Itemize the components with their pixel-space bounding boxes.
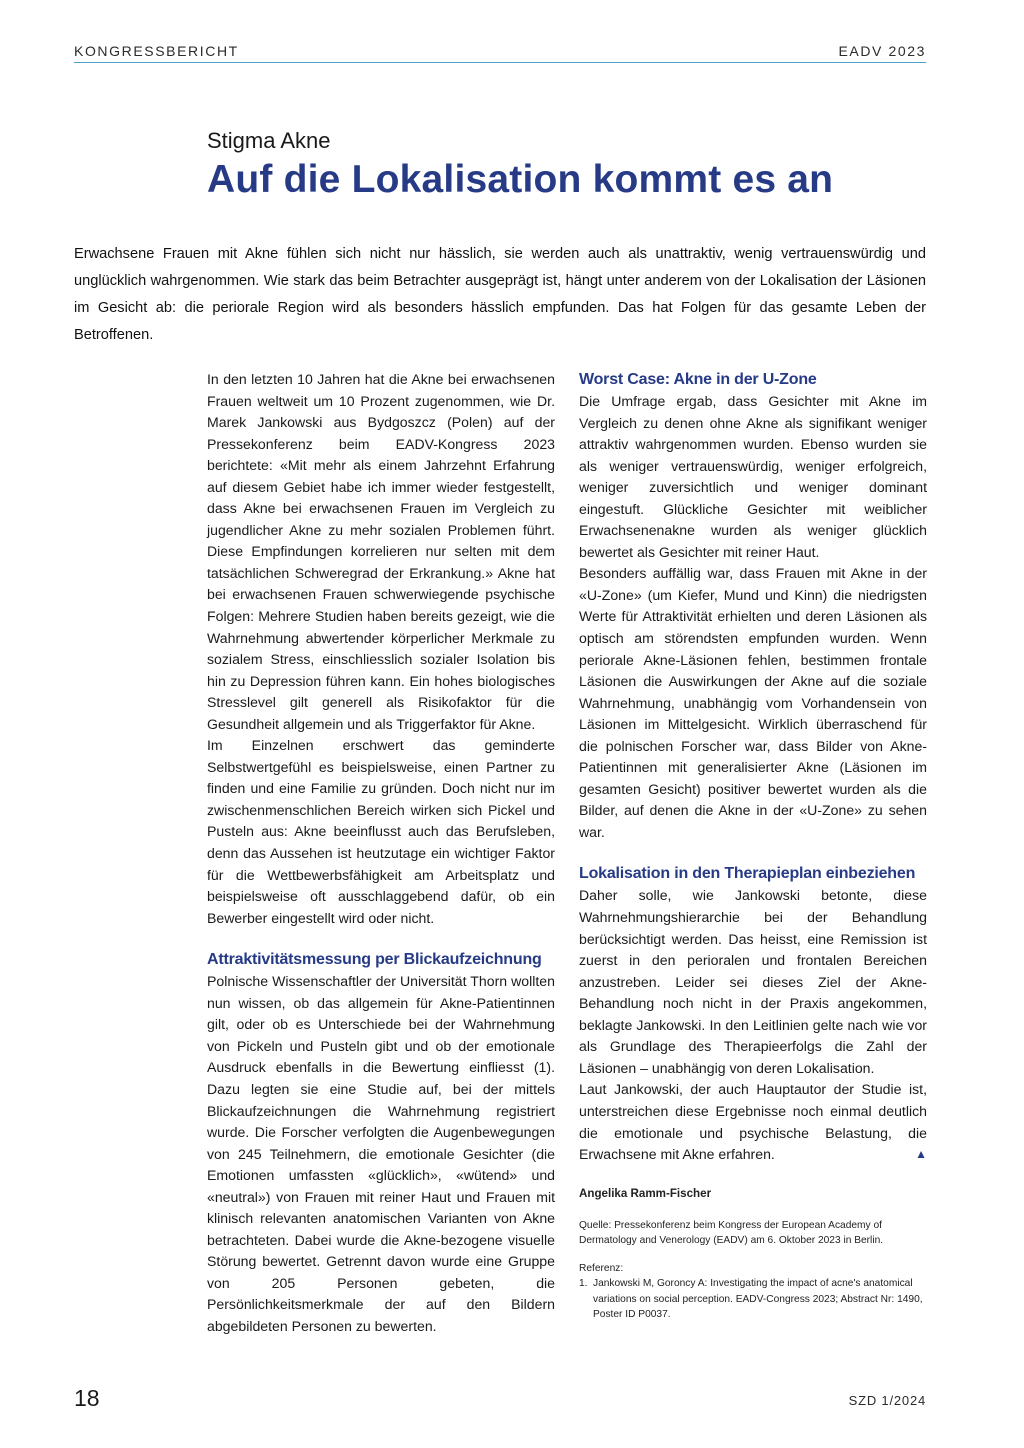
body-paragraph: Polnische Wissenschaftler der Universität Thorn wollten nun wissen, ob das allgemein für Akne-Patientinnen gilt, oder ob es Unterschiede bei der Wahrnehmung von Pickeln und Pusteln gibt und ob der emotionale Ausdruck ebenfalls in die Bewertung einfliesst (1). Dazu legten sie eine Studie auf, bei der mittels Blickaufzeichnungen die Wahrnehmung registriert wurde. Die Forscher verfolgten die Augenbewegungen von 245 Teilnehmern, die emotionale Gesichter (die Emotionen umfassten «glücklich», «wütend» und «neutral») von Frauen mit reiner Haut und Frauen mit klinisch relevanten anatomischen Varianten von Akne betrachteten. Dabei wurde die Akne-bezogene visuelle Störung bewertet. Getrennt davon wurde eine Gruppe von 205 Personen gebeten, die Persönlichkeitsmerkmale der auf den Bildern abgebildeten Personen zu bewerten. (207, 973, 555, 1334)
subheading-therapy-plan: Lokalisation in den Therapieplan einbeziehen (579, 865, 916, 883)
article-lead: Erwachsene Frauen mit Akne fühlen sich nicht nur hässlich, sie werden auch als unattraktiv, wenig vertrauenswürdig und unglücklich wahrgenommen. Wie stark das beim Betrachter ausgeprägt ist, hängt unter anderem von der Lokalisation der Läsionen im Gesicht ab: die periorale Region wird als besonders hässlich empfunden. Das hat Folgen für das gesamte Leben der Betroffenen. (74, 246, 926, 343)
body-paragraph: Im Einzelnen erschwert das geminderte Selbstwertgefühl es beispielsweise, einen Partner zu finden und eine Familie zu gründen. Doch nicht nur im zwischenmenschlichen Bereich wirken sich Pickel und Pusteln aus: Akne beeinflusst auch das Berufsleben, denn das Aussehen ist heutzutage ein wichtiger Faktor für die Wettbewerbsfähigkeit am Arbeitsplatz und beispielsweise oft ausschlaggebend dafür, ob ein Bewerber eingestellt wird oder nicht. (207, 737, 555, 926)
reference-item (579, 1276, 927, 1323)
source-note: Quelle: Pressekonferenz beim Kongress der European Academy of Dermatology and Venerology (EADV) am 6. Oktober 2023 in Berlin. (579, 1219, 884, 1247)
body-column-left (207, 369, 555, 1338)
body-paragraph: In den letzten 10 Jahren hat die Akne bei erwachsenen Frauen weltweit um 10 Prozent zugenommen, wie Dr. Marek Jankowski aus Bydgoszcz (Polen) auf der Pressekonferenz beim EADV-Kongress 2023 berichtete: «Mit mehr als einem Jahrzehnt Erfahrung auf diesem Gebiet habe ich immer wieder festgestellt, dass Akne bei erwachsenen Frauen im Vergleich zu jugendlicher Akne zu mehr sozialen Problemen führt. Diese Empfindungen korrelieren nur selten mit dem tatsächlichen Schweregrad der Erkrankung.» Akne hat bei erwachsenen Frauen schwerwiegende psychische Folgen: Mehrere Studien haben bereits gezeigt, wie die Wahrnehmung abwertender körperlicher Merkmale zu sozialem Stress, einschliesslich sozialer Isolation bis hin zu Depression führen kann. Ein hohes biologisches Stresslevel gilt generell als Risikofaktor für die Gesundheit allgemein und als Triggerfaktor für Akne. (207, 371, 555, 732)
body-column-right (579, 369, 927, 1323)
section-label: KONGRESSBERICHT (74, 43, 239, 59)
page-number: 18 (74, 1385, 100, 1411)
subheading-eye-tracking: Attraktivitätsmessung per Blickaufzeichnung (207, 951, 542, 969)
final-paragraph-text: Laut Jankowski, der auch Hauptautor der Studie ist, unterstreichen diese Ergebnisse noch einmal deutlich die emotionale und psychische Belastung, die Erwachsene mit Akne erfahren. (579, 1081, 927, 1163)
reference-number: 1. (579, 1278, 588, 1290)
subheading-u-zone: Worst Case: Akne in der U-Zone (579, 371, 817, 388)
body-paragraph-final (579, 1079, 927, 1165)
article-kicker: Stigma Akne (207, 128, 331, 153)
body-paragraph: Daher solle, wie Jankowski betonte, diese Wahrnehmungshierarchie bei der Behandlung berücksichtigt werden. Das heisst, eine Remission ist zuerst in den perioralen und frontalen Bereichen anzustreben. Leider sei dieses Ziel der Akne-Behandlung noch nicht in der Praxis angekommen, beklagte Jankowski. In den Leitlinien gelte nach wie vor als Grundlage des Therapieerfolgs die Zahl der Läsionen – unabhängig von deren Lokalisation. (579, 887, 927, 1076)
congress-label: EADV 2023 (838, 43, 926, 59)
reference-text: Jankowski M, Goroncy A: Investigating the impact of acne's anatomical variations on social perception. EADV-Congress 2023; Abstract Nr: 1490, Poster ID P0037. (593, 1278, 923, 1321)
reference-heading: Referenz: (579, 1262, 624, 1274)
end-mark-icon: ▲ (915, 1147, 927, 1162)
body-paragraph: Besonders auffällig war, dass Frauen mit Akne in der «U-Zone» (um Kiefer, Mund und Kinn) die niedrigsten Werte für Attraktivität erhielten und deren Läsionen als optisch am störendsten empfunden wurden. Wenn periorale Akne-Läsionen fehlen, bestimmen frontale Läsionen die Auswirkungen der Akne auf die soziale Wahrnehmung, unabhängig vom Vorhandensein von Läsionen im Mittelgesicht. Wirklich überraschend für die polnischen Forscher war, dass Bilder von Akne-Patientinnen mit generalisierter Akne (Läsionen im gesamten Gesicht) positiver bewertet wurden als die Bilder, auf denen die Akne in der «U-Zone» zu sehen war. (579, 565, 927, 840)
article-title: Auf die Lokalisation kommt es an (207, 158, 834, 201)
journal-issue: SZD 1/2024 (848, 1393, 926, 1408)
author-name: Angelika Ramm-Fischer (579, 1186, 712, 1200)
body-paragraph: Die Umfrage ergab, dass Gesichter mit Akne im Vergleich zu denen ohne Akne als signifikant weniger attraktiv wahrgenommen wurden. Ebenso wurden sie als weniger vertrauenswürdig, weniger erfolgreich, weniger zuversichtlich und weniger dominant eingestuft. Glückliche Gesichter mit weiblicher Erwachsenenakne wurden als weniger glücklich bewertet als Gesichter mit reiner Haut. (579, 393, 927, 560)
running-header (74, 40, 926, 63)
